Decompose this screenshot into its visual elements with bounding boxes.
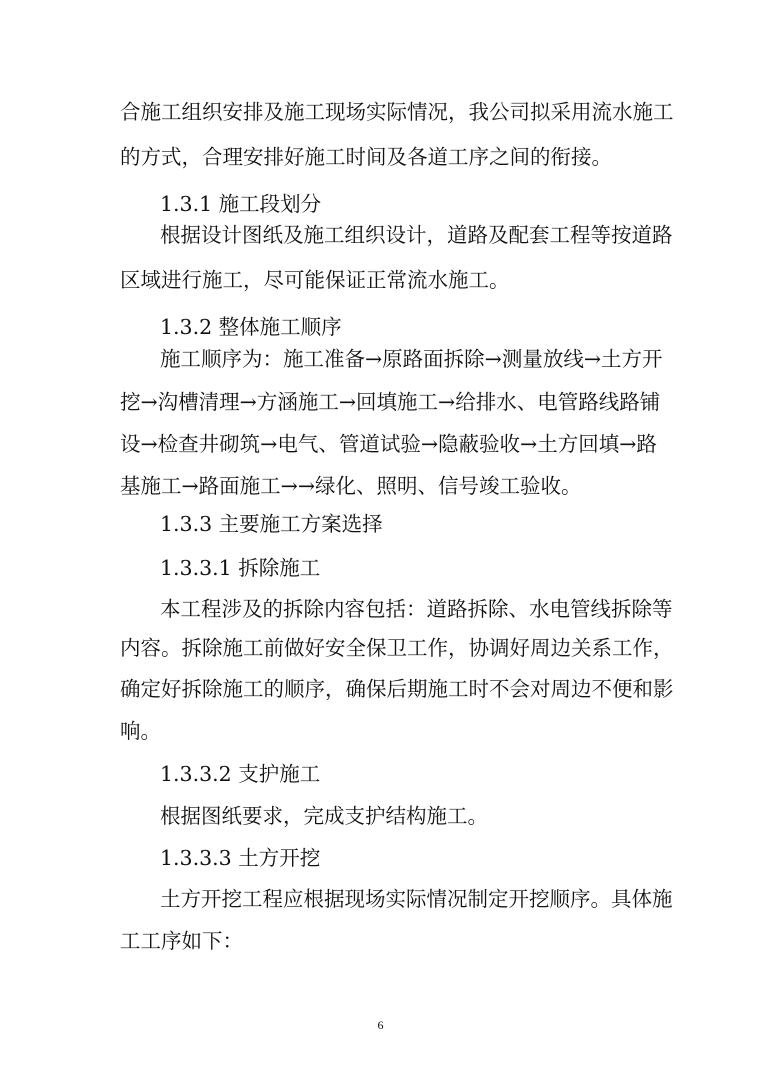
subsection-heading: 1.3.3.1 拆除施工	[160, 556, 321, 580]
page-number: 6	[377, 1018, 384, 1032]
body-text-line: 根据设计图纸及施工组织设计，道路及配套工程等按道路	[160, 223, 673, 247]
body-text-line: 确定好拆除施工的顺序，确保后期施工时不会对周边不便和影	[120, 677, 674, 701]
body-text-line: 合施工组织安排及施工现场实际情况，我公司拟采用流水施工	[120, 100, 674, 124]
body-text-line: 的方式，合理安排好施工时间及各道工序之间的衔接。	[120, 145, 612, 169]
body-text-line: 基施工→路面施工→→绿化、照明、信号竣工验收。	[120, 474, 582, 498]
body-text-line: 挖→沟槽清理→方涵施工→回填施工→给排水、电管路线路铺	[120, 390, 661, 414]
section-heading: 1.3.1 施工段划分	[160, 192, 322, 216]
section-heading: 1.3.3 主要施工方案选择	[160, 512, 383, 536]
subsection-heading: 1.3.3.3 土方开挖	[160, 846, 321, 870]
body-text-line: 区域进行施工，尽可能保证正常流水施工。	[120, 268, 510, 292]
body-text-line: 响。	[120, 719, 161, 743]
body-text-line: 土方开挖工程应根据现场实际情况制定开挖顺序。具体施	[160, 887, 673, 911]
subsection-heading: 1.3.3.2 支护施工	[160, 762, 321, 786]
body-text-line: 内容。拆除施工前做好安全保卫工作，协调好周边关系工作，	[120, 636, 674, 660]
body-text-line: 施工顺序为：施工准备→原路面拆除→测量放线→土方开	[160, 347, 663, 371]
body-text-line: 工工序如下：	[120, 929, 243, 953]
body-text-line: 设→检查井砌筑→电气、管道试验→隐蔽验收→土方回填→路	[120, 432, 657, 456]
section-heading: 1.3.2 整体施工顺序	[160, 315, 342, 339]
body-text-line: 本工程涉及的拆除内容包括：道路拆除、水电管线拆除等	[160, 597, 673, 621]
body-text-line: 根据图纸要求，完成支护结构施工。	[160, 804, 488, 828]
